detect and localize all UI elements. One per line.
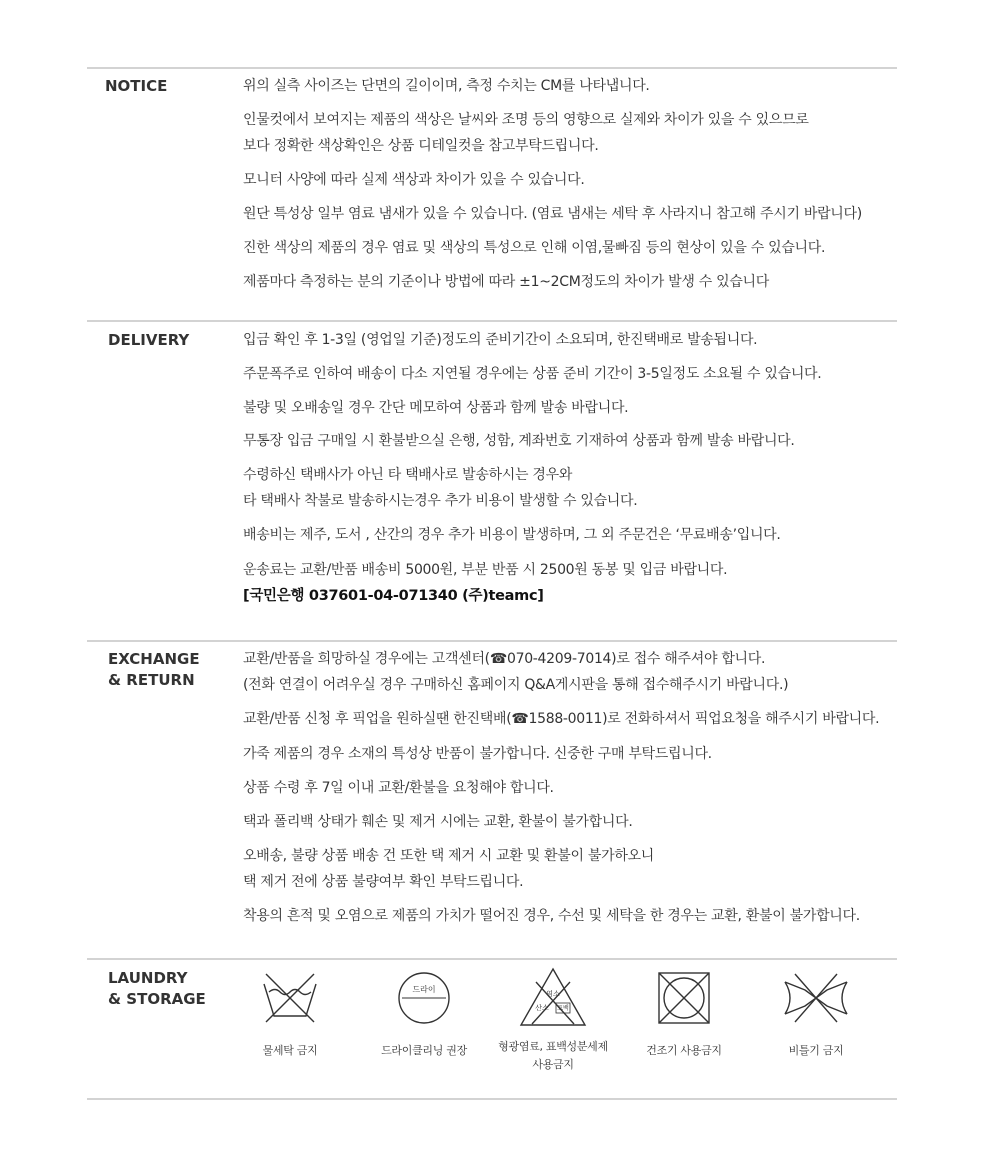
laundry-item-no-tumble-dry <box>634 970 734 1060</box>
notice-line: 위의 실측 사이즈는 단면의 길이이며, 측정 수치는 CM를 나타냅니다. <box>243 78 650 94</box>
divider-laundry <box>87 958 897 960</box>
dry-clean-icon <box>392 970 456 1026</box>
exchange-line: 상품 수령 후 7일 이내 교환/환불을 요청해야 합니다. <box>243 780 554 796</box>
delivery-line: 불량 및 오배송일 경우 간단 메모하여 상품과 함께 발송 바랍니다. <box>243 400 629 416</box>
laundry-caption: 물세탁 금지 <box>262 1044 318 1057</box>
laundry-item-no-wring <box>766 970 866 1060</box>
notice-line: 진한 색상의 제품의 경우 염료 및 색상의 특성으로 인해 이염,물빠짐 등의 현상이 있을 수 있습니다. <box>243 240 826 256</box>
exchange-line: 오배송, 불량 상품 배송 건 또한 택 제거 시 교환 및 환불이 불가하오니 <box>243 848 654 864</box>
exchange-title: EXCHANGE & RETURN <box>108 650 200 689</box>
laundry-title: LAUNDRY & STORAGE <box>108 969 206 1008</box>
delivery-line: 배송비는 제주, 도서 , 산간의 경우 추가 비용이 발생하며, 그 외 주문건은 ‘무료배송’입니다. <box>243 527 781 543</box>
exchange-line: 택과 폴리백 상태가 훼손 및 제거 시에는 교환, 환불이 불가합니다. <box>243 814 633 830</box>
laundry-item-no-bleach <box>488 966 618 1074</box>
notice-line: 제품마다 측정하는 분의 기준이나 방법에 따라 ±1~2CM정도의 차이가 발생 수 있습니다 <box>243 274 769 290</box>
laundry-caption: 형광염료, 표백성분세제 사용금지 <box>498 1040 608 1071</box>
laundry-item-dry-clean <box>364 970 484 1060</box>
delivery-line: 주문폭주로 인하여 배송이 다소 지연될 경우에는 상품 준비 기간이 3-5일정도 소요될 수 있습니다. <box>243 366 822 382</box>
notice-line: 원단 특성상 일부 염료 냄새가 있을 수 있습니다. (염료 냄새는 세탁 후 사라지니 참고해 주시기 바랍니다) <box>243 206 862 222</box>
laundry-caption: 비틀기 금지 <box>788 1044 844 1057</box>
delivery-line: 운송료는 교환/반품 배송비 5000원, 부분 반품 시 2500원 동봉 및 입금 바랍니다. <box>243 562 728 578</box>
exchange-line: 가죽 제품의 경우 소재의 특성상 반품이 불가합니다. 신중한 구매 부탁드립니다. <box>243 746 712 762</box>
exchange-line: 착용의 흔적 및 오염으로 제품의 가치가 떨어진 경우, 수선 및 세탁을 한 경우는 교환, 환불이 불가합니다. <box>243 908 860 924</box>
delivery-title: DELIVERY <box>108 331 190 349</box>
notice-line: 보다 정확한 색상확인은 상품 디테일컷을 참고부탁드립니다. <box>243 138 599 154</box>
exchange-line: (전화 연결이 어려우실 경우 구매하신 홈페이지 Q&A게시판을 통해 접수해주시기 바랍니다.) <box>243 677 789 693</box>
laundry-caption: 건조기 사용금지 <box>646 1044 722 1057</box>
notice-title: NOTICE <box>105 77 168 95</box>
delivery-line: 타 택배사 착불로 발송하시는경우 추가 비용이 발생할 수 있습니다. <box>243 493 638 509</box>
no-bleach-icon-text-left: 산소 <box>535 1004 549 1012</box>
no-bleach-icon-text-top: 염소 <box>546 990 560 998</box>
no-tumble-dry-icon <box>652 970 716 1026</box>
delivery-line: 무통장 입금 구매일 시 환불받으실 은행, 성함, 계좌번호 기재하여 상품과 함께 발송 바랍니다. <box>243 433 795 449</box>
divider-top <box>87 67 897 69</box>
laundry-item-no-wash <box>240 970 340 1060</box>
dry-clean-icon-text: 드라이 <box>412 985 436 994</box>
exchange-line: 교환/반품을 희망하실 경우에는 고객센터(☎070-4209-7014)로 접수 해주셔야 합니다. <box>243 651 766 667</box>
no-bleach-icon <box>518 966 588 1028</box>
bank-account: [국민은행 037601-04-071340 (주)teamc] <box>243 588 544 604</box>
divider-bottom <box>87 1098 897 1100</box>
no-wring-icon <box>781 970 851 1026</box>
delivery-line: 입금 확인 후 1-3일 (영업일 기준)정도의 준비기간이 소요되며, 한진택배로 발송됩니다. <box>243 332 758 348</box>
divider-exchange <box>87 640 897 642</box>
exchange-line: 교환/반품 신청 후 픽업을 원하실땐 한진택배(☎1588-0011)로 전화하셔서 픽업요청을 해주시기 바랍니다. <box>243 711 880 727</box>
no-bleach-icon-text-right: 표백 <box>557 1005 569 1012</box>
exchange-line: 택 제거 전에 상품 불량여부 확인 부탁드립니다. <box>243 874 524 890</box>
no-wash-icon <box>258 970 322 1026</box>
notice-line: 모니터 사양에 따라 실제 색상과 차이가 있을 수 있습니다. <box>243 172 585 188</box>
delivery-line: 수령하신 택배사가 아닌 타 택배사로 발송하시는 경우와 <box>243 467 573 483</box>
notice-line: 인물컷에서 보여지는 제품의 색상은 날씨와 조명 등의 영향으로 실제와 차이가 있을 수 있으므로 <box>243 112 809 128</box>
laundry-caption: 드라이클리닝 권장 <box>381 1044 467 1057</box>
divider-delivery <box>87 320 897 322</box>
